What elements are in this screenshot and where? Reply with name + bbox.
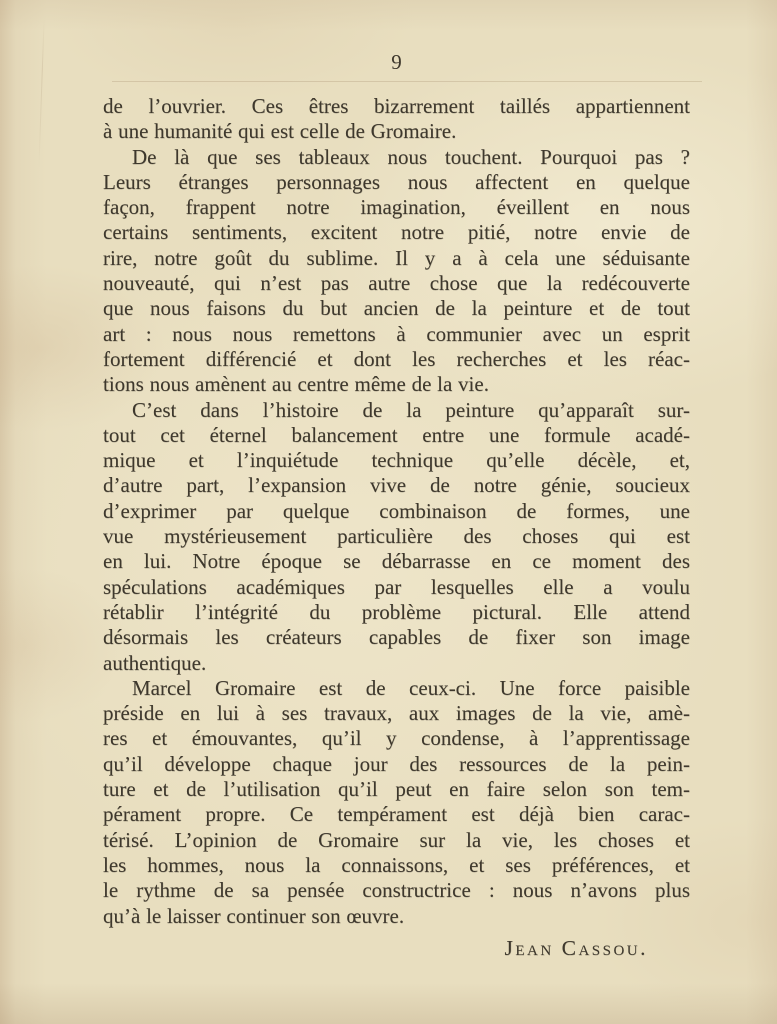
text-line: qu’il développe chaque jour des ressources de la pein-	[103, 751, 690, 776]
paragraph	[103, 398, 690, 676]
paragraph	[103, 145, 690, 398]
text-line: de l’ouvrier. Ces êtres bizarrement taillés appartiennent	[103, 94, 690, 118]
paragraph	[103, 676, 690, 929]
paragraphs	[103, 94, 690, 929]
text-line: certains sentiments, excitent notre pitié, notre envie de	[103, 220, 690, 245]
text-line: préside en lui à ses travaux, aux images de la vie, amè-	[103, 701, 690, 726]
text-block	[103, 94, 690, 962]
text-line: tions nous amènent au centre même de la vie.	[103, 372, 489, 397]
paragraph	[103, 94, 690, 145]
page-number: 9	[391, 50, 402, 74]
text-line: pérament propre. Ce tempérament est déjà bien carac-	[103, 802, 690, 827]
text-line: fortement différencié et dont les recherches et les réac-	[103, 346, 690, 371]
text-line: rétablir l’intégrité du problème pictural. Elle attend	[103, 599, 690, 624]
text-line: d’autre part, l’expansion vive de notre génie, soucieux	[103, 473, 690, 498]
text-line: nouveauté, qui n’est pas autre chose que la redécouverte	[103, 271, 690, 296]
text-line: térisé. L’opinion de Gromaire sur la vie, les choses et	[103, 827, 690, 852]
text-line: art : nous nous remettons à communier avec un esprit	[103, 321, 690, 346]
text-line: désormais les créateurs capables de fixer son image	[103, 625, 690, 650]
text-line: les hommes, nous la connaissons, et ses préférences, et	[103, 852, 690, 877]
text-line: res et émouvantes, qu’il y condense, à l’apprentissage	[103, 726, 690, 751]
text-line: en lui. Notre époque se débarrasse en ce moment des	[103, 549, 690, 574]
text-line: le rythme de sa pensée constructrice : nous n’avons plus	[103, 878, 690, 903]
text-line: ture et de l’utilisation qu’il peut en faire selon son tem-	[103, 777, 690, 802]
text-line: à une humanité qui est celle de Gromaire.	[103, 119, 457, 144]
text-line: C’est dans l’histoire de la peinture qu’apparaît sur-	[132, 397, 690, 422]
text-line: mique et l’inquiétude technique qu’elle décèle, et,	[103, 448, 690, 473]
text-line: façon, frappent notre imagination, éveillent en nous	[103, 195, 690, 220]
text-line: vue mystérieusement particulière des choses qui est	[103, 524, 690, 549]
text-line: Leurs étranges personnages nous affectent en quelque	[103, 169, 690, 194]
text-line: spéculations académiques par lesquelles elle a voulu	[103, 574, 690, 599]
showthrough-line	[112, 81, 702, 82]
text-line: rire, notre goût du sublime. Il y a à cela une séduisante	[103, 245, 690, 270]
text-line: d’exprimer par quelque combinaison de formes, une	[103, 498, 690, 523]
text-line: qu’à le laisser continuer son œuvre.	[103, 903, 405, 928]
signature: Jean Cassou.	[504, 935, 648, 960]
text-line: que nous faisons du but ancien de la peinture et de tout	[103, 296, 690, 321]
text-line: De là que ses tableaux nous touchent. Pourquoi pas ?	[132, 144, 690, 169]
text-line: authentique.	[103, 650, 207, 675]
text-line: Marcel Gromaire est de ceux-ci. Une force paisible	[132, 675, 690, 700]
paper-crease	[38, 18, 44, 168]
text-line: tout cet éternel balancement entre une formule acadé-	[103, 422, 690, 447]
